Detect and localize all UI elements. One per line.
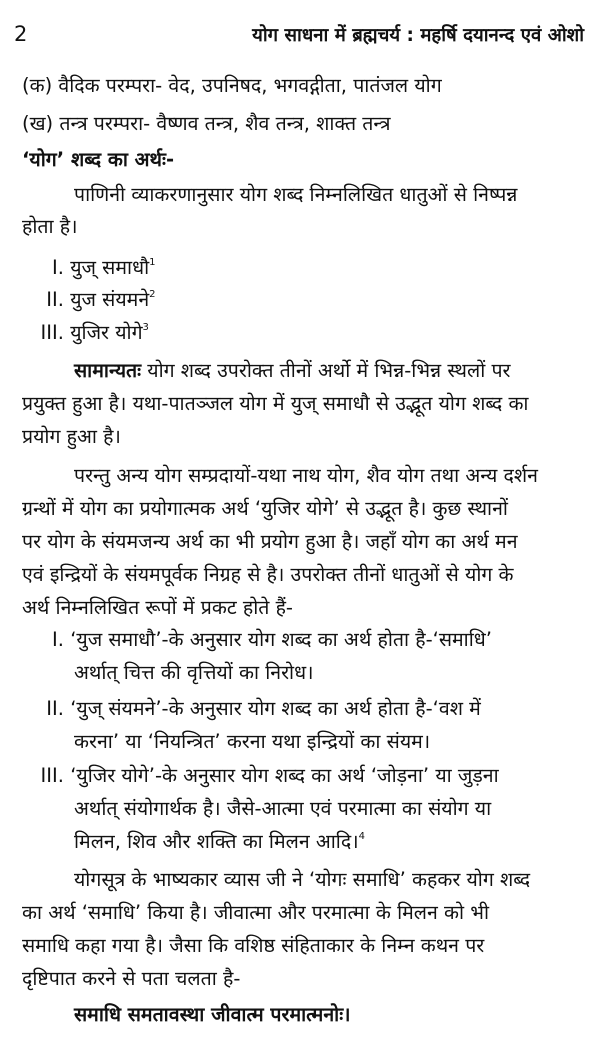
meaning-number: I. [52, 628, 64, 651]
root-text: युजिर योगे [70, 321, 143, 344]
paragraph-line: प्रयोग हुआ है। [22, 425, 121, 448]
paragraph-line: का अर्थ ‘समाधि’ किया है। जीवात्मा और परमात्मा के मिलन को भी [22, 901, 490, 924]
lead-word: सामान्यतः [74, 359, 142, 382]
meaning-continuation [74, 829, 365, 855]
paragraph-line: पर योग के संयमजन्य अर्थ का भी प्रयोग हुआ है। जहाँ योग का अर्थ मन [22, 530, 518, 553]
meaning-text: ‘युज समाधौ’-के अनुसार योग शब्द का अर्थ होता है-‘समाधि’ [70, 628, 492, 651]
paragraph-line: होता है। [22, 215, 78, 238]
paragraph-line: परन्तु अन्य योग सम्प्रदायों-यथा नाथ योग, शैव योग तथा अन्य दर्शन [74, 464, 538, 487]
footnote-ref: 3 [142, 322, 149, 333]
running-title: योग साधना में ब्रह्मचर्य : महर्षि दयानन्द एवं ओशो [252, 25, 584, 46]
tradition-line: (ख) तन्त्र परम्परा- वैष्णव तन्त्र, शैव तन्त्र, शाक्त तन्त्र [22, 112, 391, 135]
meaning-text: ‘युज् संयमने’-के अनुसार योग शब्द का अर्थ होता है-‘वश में [70, 697, 481, 720]
root-item [30, 287, 156, 313]
footnote-ref: 1 [149, 257, 156, 268]
page-header [14, 22, 584, 52]
paragraph-line [74, 358, 511, 384]
meaning-item [22, 696, 481, 722]
root-text: युज संयमने [70, 288, 150, 311]
paragraph-line: ग्रन्थों में योग का प्रयोगात्मक अर्थ ‘युजिर योगे’ से उद्भूत है। कुछ स्थानों [22, 497, 508, 520]
paragraph-line: पाणिनी व्याकरणानुसार योग शब्द निम्नलिखित धातुओं से निष्पन्न [74, 183, 518, 206]
paragraph-text: योग शब्द उपरोक्त तीनों अर्थो में भिन्न-भिन्न स्थलों पर [141, 359, 511, 382]
paragraph-line: समाधि कहा गया है। जैसा कि वशिष्ठ संहिताकार के निम्न कथन पर [22, 934, 485, 957]
paragraph-line: दृष्टिपात करने से पता चलता है- [22, 967, 241, 990]
paragraph-line: एवं इन्द्रियों के संयमपूर्वक निग्रह से है। उपरोक्त तीनों धातुओं से योग के [22, 563, 514, 586]
root-text: युज् समाधौ [70, 256, 150, 279]
meaning-continuation: अर्थात् चित्त की वृत्तियों का निरोध। [74, 661, 314, 684]
sanskrit-quote: समाधि समतावस्था जीवात्म परमात्मनोः। [74, 1003, 351, 1026]
footnote-ref: 4 [358, 831, 365, 842]
footnote-ref: 2 [149, 289, 156, 300]
meaning-text: ‘युजिर योगे’-के अनुसार योग शब्द का अर्थ ‘जोड़ना’ या जुड़ना [70, 764, 499, 787]
meaning-item [22, 627, 492, 653]
paragraph-line: योगसूत्र के भाष्यकार व्यास जी ने ‘योगः समाधि’ कहकर योग शब्द [74, 868, 531, 891]
meaning-number: III. [40, 764, 64, 787]
root-number: III. [40, 321, 64, 344]
meaning-continuation: करना’ या ‘नियन्त्रित’ करना यथा इन्द्रियों का संयम। [74, 730, 431, 753]
meaning-continuation: अर्थात् संयोगार्थक है। जैसे-आत्मा एवं परमात्मा का संयोग या [74, 797, 492, 820]
tradition-line: (क) वैदिक परम्परा- वेद, उपनिषद, भगवद्गीता, पातंजल योग [22, 74, 442, 97]
meaning-item [22, 763, 499, 789]
meaning-number: II. [46, 697, 64, 720]
section-heading: ‘योग’ शब्द का अर्थः- [22, 148, 175, 171]
paragraph-line: अर्थ निम्नलिखित रूपों में प्रकट होते हैं- [22, 596, 293, 619]
root-number: II. [46, 288, 64, 311]
root-item [30, 255, 156, 281]
meaning-text: मिलन, शिव और शक्ति का मिलन आदि। [74, 830, 359, 853]
paragraph-line: प्रयुक्त हुआ है। यथा-पातञ्जल योग में युज् समाधौ से उद्भूत योग शब्द का [22, 392, 529, 415]
root-number: I. [52, 256, 64, 279]
page-number: 2 [14, 22, 28, 46]
root-item [30, 320, 149, 346]
